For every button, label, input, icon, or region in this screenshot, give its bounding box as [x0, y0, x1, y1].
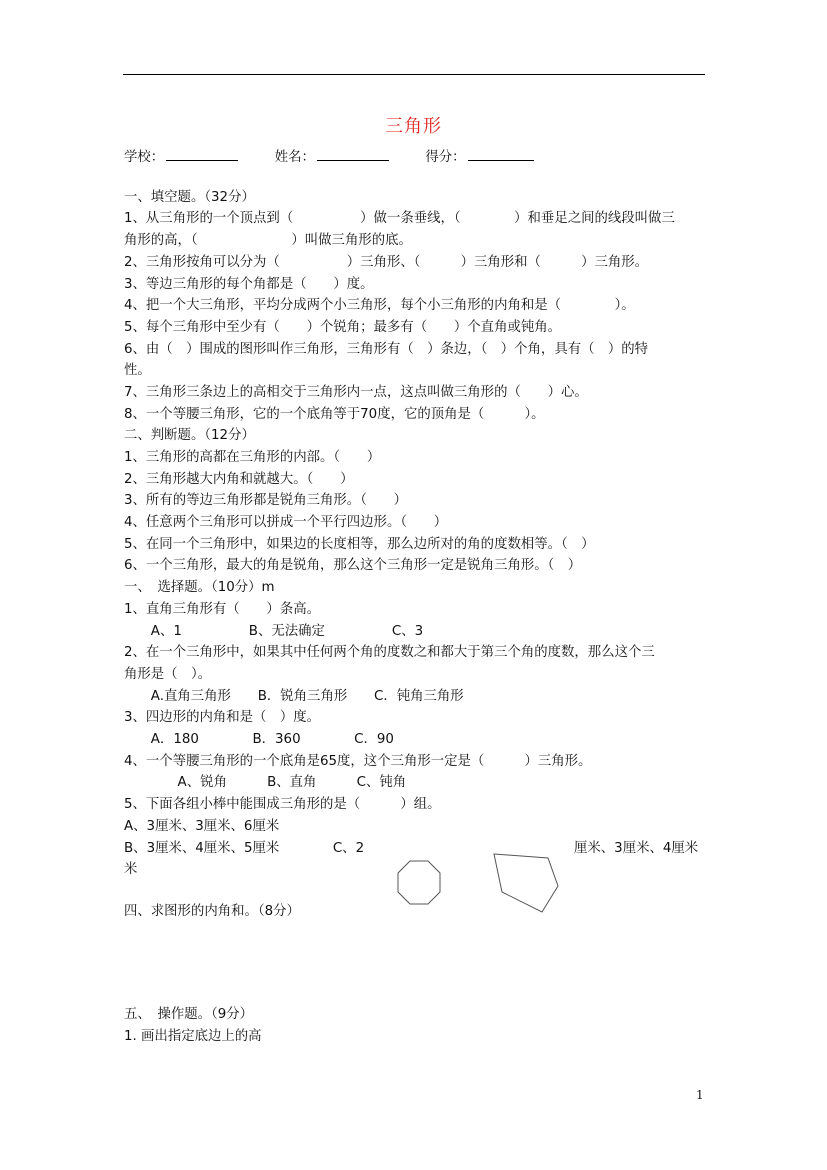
s3-line: 5、下面各组小棒中能围成三角形的是（ ）组。	[124, 797, 441, 812]
s1-line: 3、等边三角形的每个角都是（ ）度。	[124, 277, 374, 292]
header-rule	[123, 74, 705, 75]
octagon-figure	[396, 860, 442, 906]
name-field[interactable]	[317, 146, 389, 161]
section2-heading: 二、判断题。（12分）	[124, 428, 255, 443]
s1-line: 角形的高，（ ）叫做三角形的底。	[124, 233, 412, 248]
s2-line: 5、在同一个三角形中，如果边的长度相等，那么边所对的角的度数相等。（ ）	[124, 537, 595, 552]
s1-line: 性。	[124, 363, 151, 378]
s2-line: 1、三角形的高都在三角形的内部。（ ）	[124, 450, 381, 465]
s1-line: 4、把一个大三角形，平均分成两个小三角形，每个小三角形的内角和是（ ）。	[124, 298, 635, 313]
s3-line: A、锐角 B、直角 C、钝角	[124, 775, 407, 790]
name-label: 姓名：	[274, 150, 315, 165]
s1-line: 5、每个三角形中至少有（ ）个锐角；最多有（ ）个直角或钝角。	[124, 320, 562, 335]
score-field[interactable]	[468, 146, 534, 161]
section1-heading: 一、填空题。（32分）	[124, 190, 255, 205]
s2-line: 6、一个三角形，最大的角是锐角，那么这个三角形一定是锐角三角形。（ ）	[124, 558, 582, 573]
student-info-row	[124, 146, 534, 167]
s3-line: 1、直角三角形有（ ）条高。	[124, 602, 320, 617]
s3-line-b-right: 厘米、3厘米、4厘米	[574, 841, 699, 856]
s3-line: A、1 B、无法确定 C、3	[124, 624, 424, 639]
s2-line: 2、三角形越大内角和就越大。（ ）	[124, 472, 354, 487]
section3-heading: 一、 选择题。（10分）m	[124, 580, 275, 595]
school-label: 学校：	[124, 150, 165, 165]
section5-heading: 五、 操作题。（9分）	[124, 1007, 254, 1022]
s3-line-b-tail: 米	[124, 862, 138, 877]
s3-line: A．180 B．360 C．90	[124, 732, 394, 747]
s3-line-b-left: B、3厘米、4厘米、5厘米 C、2	[124, 841, 365, 856]
s2-line: 3、所有的等边三角形都是锐角三角形。（ ）	[124, 493, 408, 508]
score-label: 得分：	[425, 150, 466, 165]
s3-line: A、3厘米、3厘米、6厘米	[124, 819, 280, 834]
section4-heading: 四、求图形的内角和。（8分）	[124, 904, 300, 919]
s3-line: 角形是（ ）。	[124, 667, 212, 682]
pentagon-figure	[490, 848, 562, 916]
s3-line: 3、四边形的内角和是（ ）度。	[124, 710, 320, 725]
s3-line: 4、一个等腰三角形的一个底角是65度，这个三角形一定是（ ）三角形。	[124, 754, 592, 769]
s5-line: 1. 画出指定底边上的高	[124, 1029, 262, 1044]
s3-line: A.直角三角形 B．锐角三角形 C．钝角三角形	[124, 689, 464, 704]
school-field[interactable]	[166, 146, 238, 161]
page-title: 三角形	[385, 116, 442, 137]
s1-line: 1、从三角形的一个顶点到（ ）做一条垂线，（ ）和垂足之间的线段叫做三	[124, 211, 675, 226]
s1-line: 6、由（ ）围成的图形叫作三角形，三角形有（ ）条边，（ ）个角，具有（ ）的特	[124, 342, 649, 357]
s2-line: 4、任意两个三角形可以拼成一个平行四边形。（ ）	[124, 515, 448, 530]
page-number: 1	[696, 1088, 704, 1102]
s1-line: 2、三角形按角可以分为（ ）三角形、（ ）三角形和（ ）三角形。	[124, 255, 649, 270]
s3-line: 2、在一个三角形中，如果其中任何两个角的度数之和都大于第三个角的度数，那么这个三	[124, 645, 655, 660]
s1-line: 7、三角形三条边上的高相交于三角形内一点，这点叫做三角形的（ ）心。	[124, 385, 588, 400]
s1-line: 8、一个等腰三角形，它的一个底角等于70度，它的顶角是（ ）。	[124, 407, 545, 422]
